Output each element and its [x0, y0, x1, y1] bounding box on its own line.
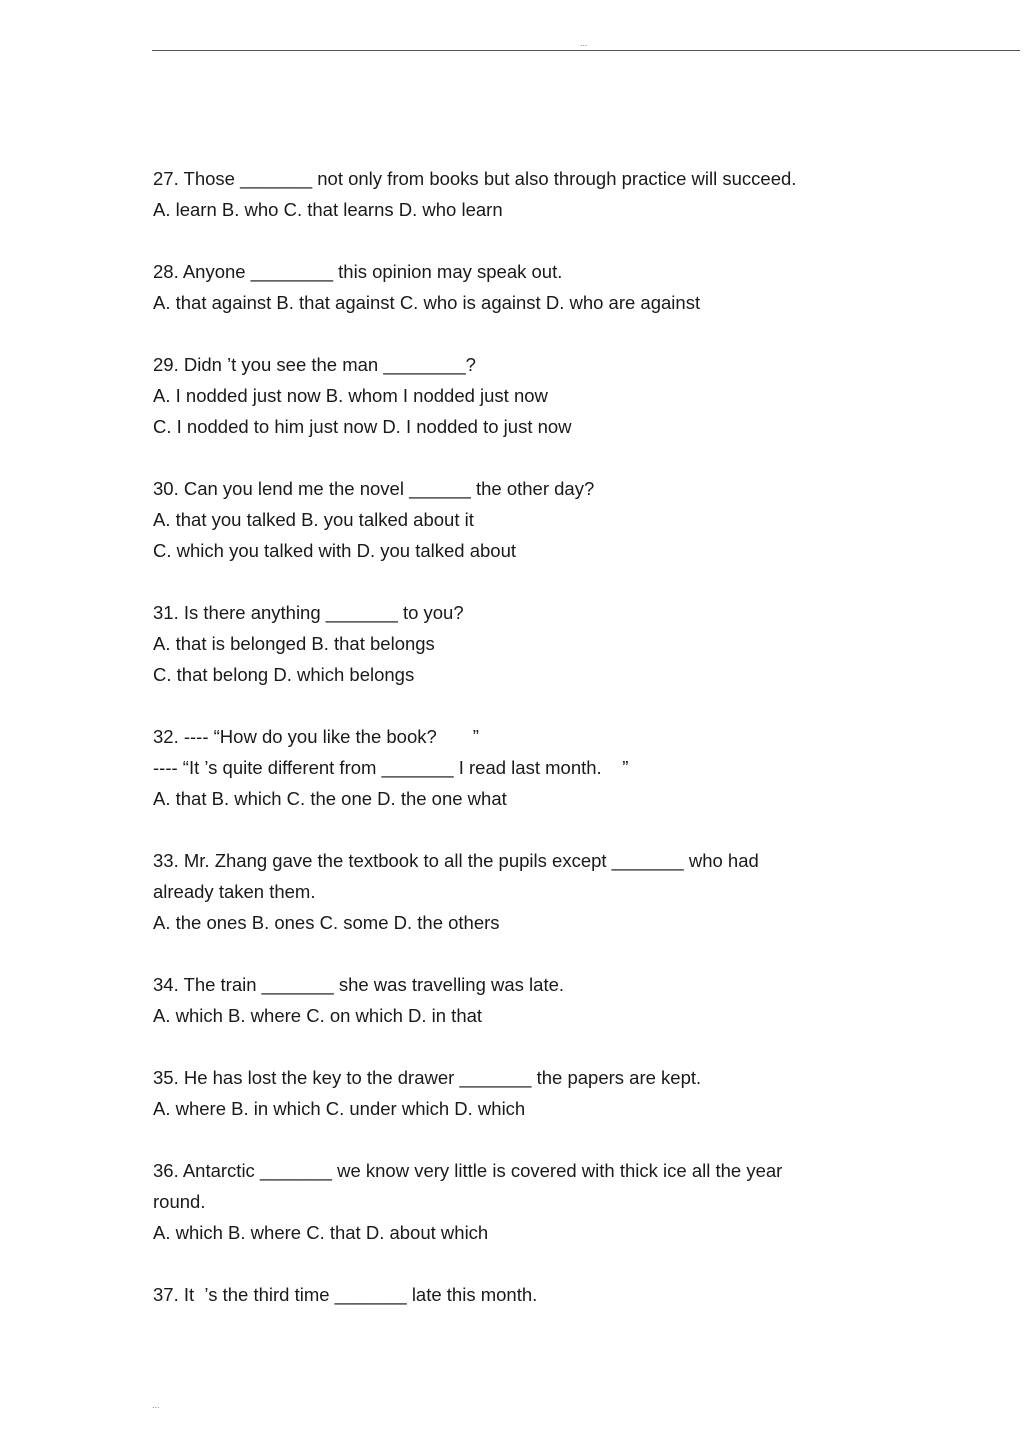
- answer-options: A. which B. where C. on which D. in that: [153, 1005, 483, 1026]
- question-stem: 35. He has lost the key to the drawer _______ the papers are kept.: [153, 1067, 702, 1088]
- question-28: [153, 256, 853, 318]
- answer-options: A. the ones B. ones C. some D. the others: [153, 912, 500, 933]
- question-36: [153, 1155, 853, 1248]
- answer-options: A. that B. which C. the one D. the one what: [153, 788, 507, 809]
- answer-options: C. which you talked with D. you talked about: [153, 540, 516, 561]
- question-34: [153, 969, 853, 1031]
- question-stem: 34. The train _______ she was travelling was late.: [153, 974, 565, 995]
- question-stem: 31. Is there anything _______ to you?: [153, 602, 464, 623]
- question-stem: 33. Mr. Zhang gave the textbook to all the pupils except _______ who had: [153, 850, 759, 871]
- answer-options: A. that against B. that against C. who is against D. who are against: [153, 292, 701, 313]
- question-30: [153, 473, 853, 566]
- answer-options: A. that you talked B. you talked about it: [153, 509, 474, 530]
- question-stem: round.: [153, 1191, 206, 1212]
- question-29: [153, 349, 853, 442]
- question-35: [153, 1062, 853, 1124]
- question-stem: 32. ---- “How do you like the book? ”: [153, 726, 479, 747]
- question-stem: 30. Can you lend me the novel ______ the other day?: [153, 478, 595, 499]
- question-31: [153, 597, 853, 690]
- answer-options: A. where B. in which C. under which D. which: [153, 1098, 526, 1119]
- answer-options: A. learn B. who C. that learns D. who learn: [153, 199, 503, 220]
- question-33: [153, 845, 853, 938]
- answer-options: A. I nodded just now B. whom I nodded just now: [153, 385, 548, 406]
- header-mark: ...: [580, 38, 588, 48]
- question-32: [153, 721, 853, 814]
- question-stem: 27. Those _______ not only from books but also through practice will succeed.: [153, 168, 797, 189]
- answer-options: A. which B. where C. that D. about which: [153, 1222, 489, 1243]
- question-list: [153, 163, 853, 1341]
- question-stem: 28. Anyone ________ this opinion may speak out.: [153, 261, 563, 282]
- question-stem: 37. It ’s the third time _______ late this month.: [153, 1284, 538, 1305]
- footer-mark: ...: [152, 1400, 160, 1410]
- question-stem: already taken them.: [153, 881, 316, 902]
- answer-options: C. that belong D. which belongs: [153, 664, 415, 685]
- question-27: [153, 163, 853, 225]
- question-stem: 36. Antarctic _______ we know very little is covered with thick ice all the year: [153, 1160, 783, 1181]
- header-rule: [152, 50, 1020, 51]
- answer-options: A. that is belonged B. that belongs: [153, 633, 435, 654]
- answer-options: C. I nodded to him just now D. I nodded to just now: [153, 416, 572, 437]
- question-stem: ---- “It ’s quite different from _______ I read last month. ”: [153, 757, 629, 778]
- question-37: [153, 1279, 853, 1310]
- question-stem: 29. Didn ’t you see the man ________?: [153, 354, 476, 375]
